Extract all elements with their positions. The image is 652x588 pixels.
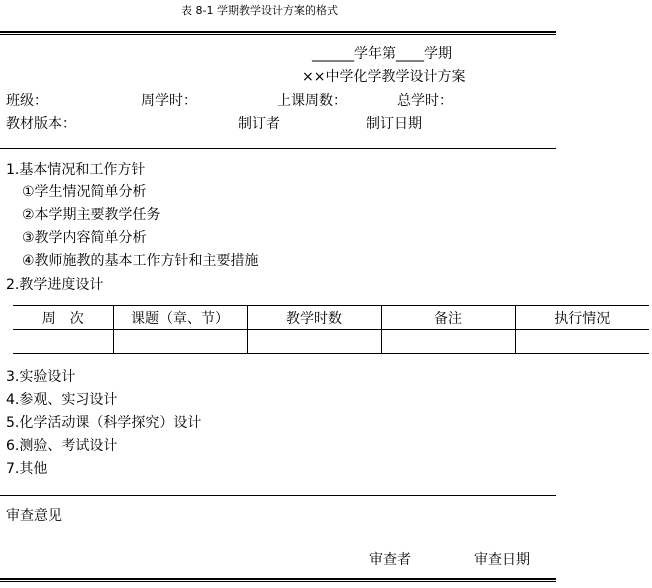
section-1-item: ④教师施教的基本工作方针和主要措施 [22,253,259,269]
review-date-label: 审查日期 [474,552,530,568]
table-cell [13,330,113,354]
section-5: 5.化学活动课（科学探究）设计 [6,415,202,431]
table-cell [113,330,247,354]
reviewer-label: 审查者 [369,552,411,568]
schedule-table [13,305,649,354]
field-author: 制订者 [238,116,280,132]
table-header-row [13,306,649,330]
section-1-item: ②本学期主要教学任务 [22,207,161,223]
field-total-hours: 总学时： [397,93,453,109]
table-cell [381,330,515,354]
section-1-item: ①学生情况简单分析 [22,184,147,200]
section-7: 7.其他 [6,461,48,477]
table-cell [247,330,381,354]
col-week: 周 次 [13,306,113,330]
field-weekly-hours: 周学时： [141,93,197,109]
header-divider [0,148,556,149]
col-topic: 课题（章、节） [113,306,247,330]
table-row [13,330,649,354]
table-caption: 表 8-1 学期教学设计方案的格式 [181,4,338,17]
section-3: 3.实验设计 [6,369,76,385]
col-notes: 备注 [381,306,515,330]
review-divider [0,495,556,496]
table-cell [515,330,649,354]
field-date: 制订日期 [366,116,422,132]
section-1: 1.基本情况和工作方针 [6,162,146,178]
top-double-rule [0,31,556,35]
term-line: ______学年第____学期 [312,46,452,62]
field-textbook: 教材版本： [6,116,76,132]
field-class: 班级： [6,93,48,109]
section-1-item: ③教学内容简单分析 [22,230,147,246]
review-title: 审查意见 [6,508,62,524]
col-hours: 教学时数 [247,306,381,330]
section-6: 6.测验、考试设计 [6,438,118,454]
bottom-double-rule [0,578,556,582]
col-status: 执行情况 [515,306,649,330]
section-2: 2.教学进度设计 [6,277,104,293]
section-4: 4.参观、实习设计 [6,392,118,408]
plan-title: ××中学化学教学设计方案 [302,69,466,85]
field-weeks: 上课周数： [277,93,347,109]
